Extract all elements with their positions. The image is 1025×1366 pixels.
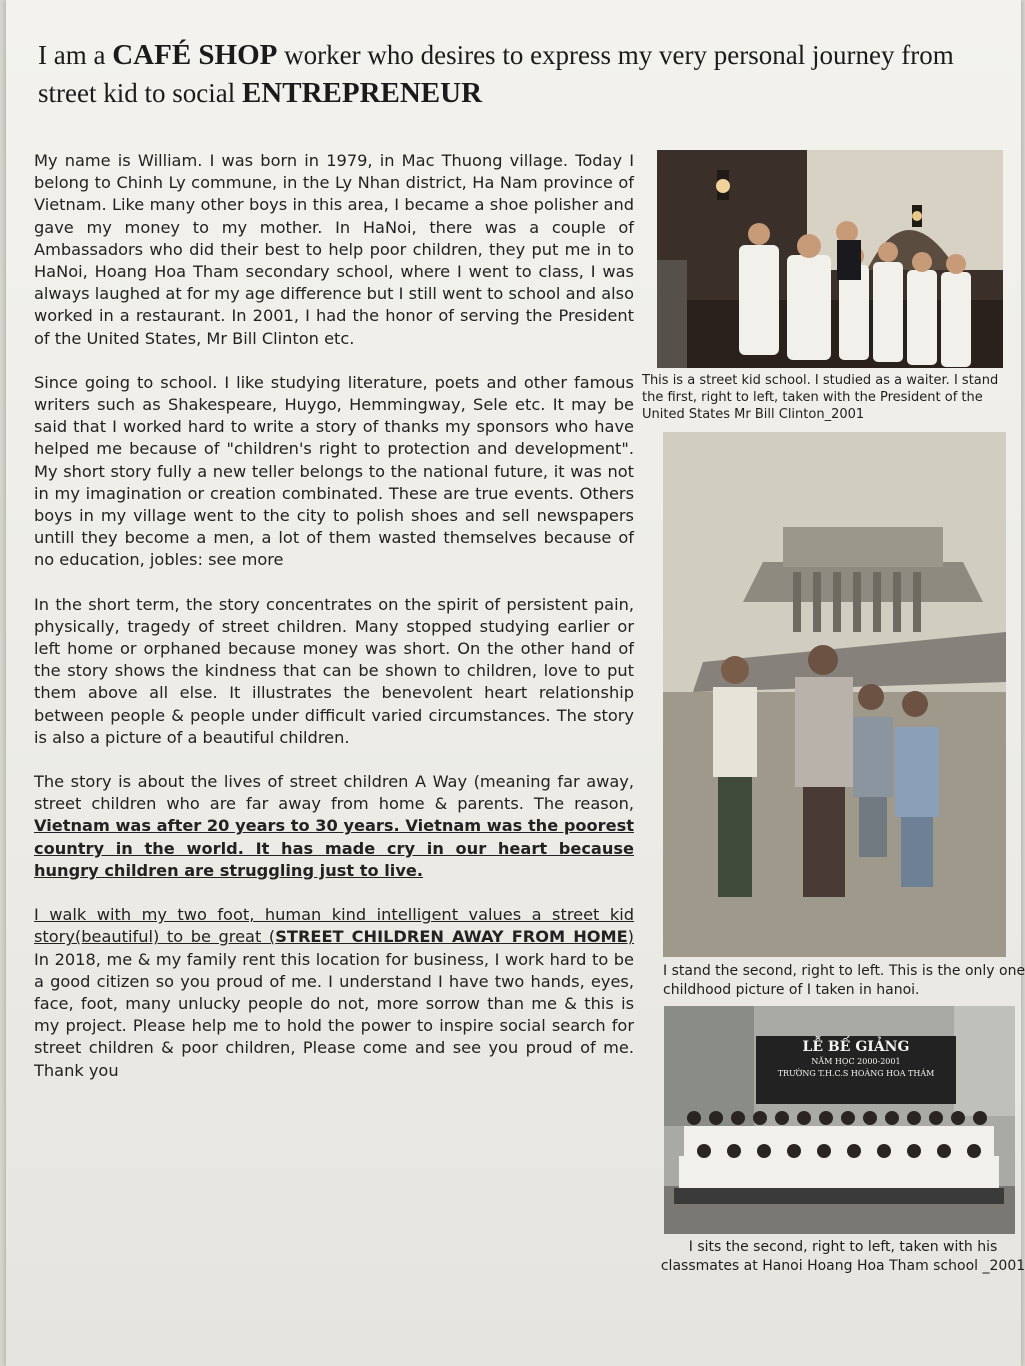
paragraph-closing: I walk with my two foot, human kind intelligent values a street kid story(beautiful) to be great (STREET CHILDREN AWAY FROM HOME) In 2018, me & my family rent this location for business, I work hard to be a good citizen so you proud of me. I understand I have two hands, eyes, face, foot, many unlucky people do not, more sorrow than me & this is my project. Please help me to hold the power to inspire social search for street children & poor children, Please come and see you proud of me. Thank you xyxy=(34,905,634,1080)
photo-childhood-hanoi xyxy=(663,432,1006,957)
title-bold-cafe-shop: CAFÉ SHOP xyxy=(112,39,278,71)
paragraph-school: Since going to school. I like studying literature, poets and other famous writers such as Shakespeare, Huygo, Hemmingway, Sele etc. It may be said that I worked hard to write a story of thanks my sponsors who have helped me because of "children's right to protection and development". My short story fully a new teller belongs to the national future, it was not in my imagination or creation combinated. These are true events. Others boys in my village went to the city to polish shoes and sell newspapers untill they become a men, a lot of them wasted themselves because of no education, jobles: see more xyxy=(34,372,634,570)
caption-photo-restaurant: This is a street kid school. I studied as a waiter. I stand the first, right to left, taken with the President of the United States Mr Bill Clinton_2001 xyxy=(642,373,999,422)
caption-photo-childhood: I stand the second, right to left. This is the only one childhood picture of I taken in hanoi. xyxy=(663,963,1025,998)
paragraph-short-term: In the short term, the story concentrates on the spirit of persistent pain, physically, tragedy of street children. Many stopped studying earlier or left home or orphaned because money was short. On the other hand of the story shows the kindness that can be shown to children, love to put them above all else. It illustrates the benevolent heart relationship between people & people under difficult varied circumstances. The story is also a picture of a beautiful children. xyxy=(34,594,634,747)
photo-childhood-illustration xyxy=(663,432,1006,957)
paragraph-story-about: The story is about the lives of street children A Way (meaning far away, street children who are far away from home & parents. The reason, Vietnam was after 20 years to 30 years. Vietnam was the poorest country in the world. It has made cry in our heart because hungry children are struggling just to live. xyxy=(34,772,634,880)
emphasis-poorest-country: Vietnam was after 20 years to 30 years. Vietnam was the poorest country in the world. It has made cry in our heart because hungry children are struggling just to live. xyxy=(34,816,634,880)
photo-restaurant-staff xyxy=(657,150,1003,368)
photo-class-group xyxy=(664,1006,1015,1234)
emphasis-street-children-away: STREET CHILDREN AWAY FROM HOME xyxy=(275,927,628,947)
page-title: I am a CAFÉ SHOP worker who desires to express my very personal journey from street kid to social ENTREPRENEUR xyxy=(38,39,954,109)
paragraph-intro: My name is William. I was born in 1979, in Mac Thuong village. Today I belong to Chinh Ly commune, in the Ly Nhan district, Ha Nam province of Vietnam. Like many other boys in this area, I became a shoe polisher and gave my money to my mother. In HaNoi, there was a couple of Ambassadors who did their best to help poor children, they put me in to HaNoi, Hoang Hoa Tham secondary school, where I went to class, I was always laughed at for my age difference but I still went to school and also worked in a restaurant. In 2001, I had the honor of serving the President of the United States, Mr Bill Clinton etc. xyxy=(34,151,634,348)
photo-restaurant-staff-illustration xyxy=(657,150,1003,368)
class-photo-banner: LỄ BẾ GIẢNG NĂM HỌC 2000-2001 TRƯỜNG T.H.C.S HOÀNG HOA THÁM xyxy=(777,1039,935,1078)
title-bold-entrepreneur: ENTREPRENEUR xyxy=(241,77,483,109)
story-text-column xyxy=(34,150,634,1104)
caption-photo-class: I sits the second, right to left, taken with his classmates at Hanoi Hoang Hoa Tham school _2001 xyxy=(660,1239,1025,1274)
document-page xyxy=(6,0,1025,1366)
